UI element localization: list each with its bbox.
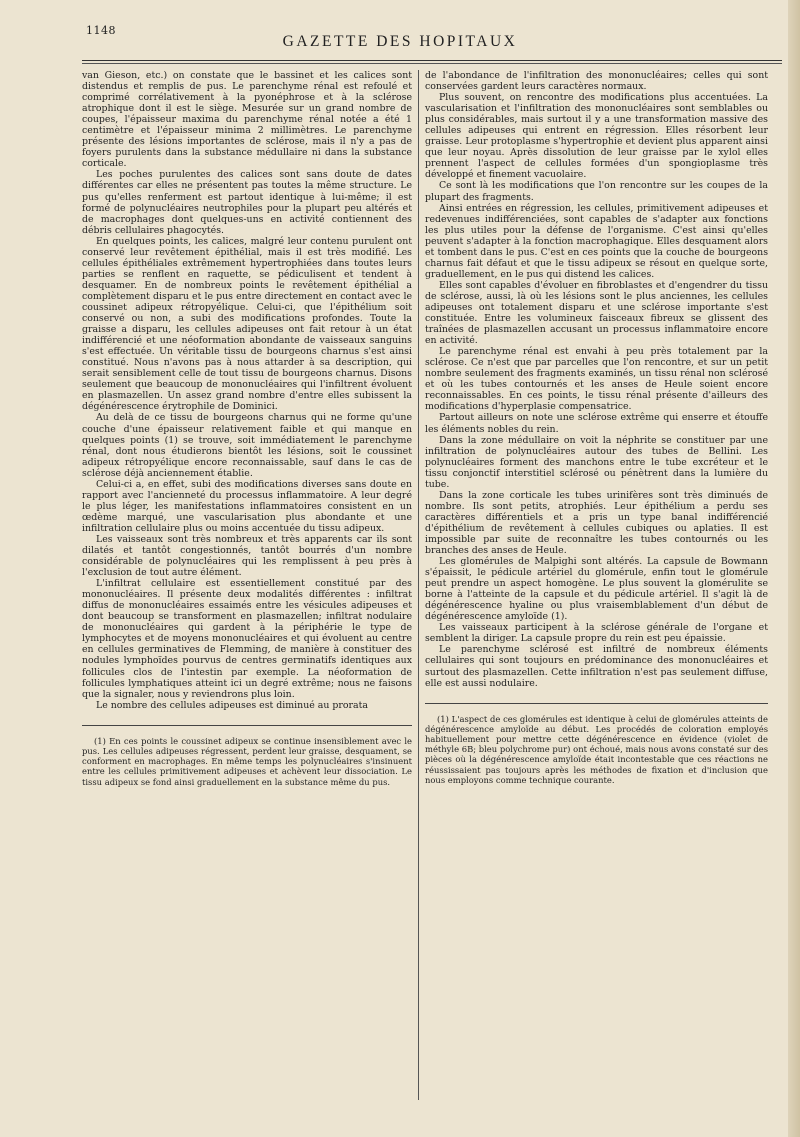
paragraph: Les vaisseaux sont très nombreux et très apparents car ils sont dilatés et tantôt congestionnés, tantôt bourrés d'un nombre considérable de polynucléaires qui les remplissent à peu près à l'exclusion de tout autre élément.	[82, 533, 412, 579]
header-rule-secondary	[82, 63, 782, 64]
page-edge	[788, 0, 800, 1137]
header-rule	[82, 60, 782, 61]
column-divider	[418, 70, 419, 1100]
journal-title: GAZETTE DES HOPITAUX	[282, 33, 518, 50]
paragraph: van Gieson, etc.) on constate que le bassinet et les calices sont distendus et remplis de pus. Le parenchyme rénal est refoulé et comprimé corrélativement à la pyonéphrose et à la sclérose atrophique dont il est le siège. Mesurée sur un grand nombre de coupes, l'épaisseur maxima du parenchyme rénal notée a été 1 centimètre et l'épaisseur minima 2 millimètres. Le parenchyme présente des lésions importantes de sclérose, mais il n'y a pas de foyers purulents dans la substance médullaire ni dans la substance corticale.	[82, 70, 412, 170]
paragraph: Elles sont capables d'évoluer en fibroblastes et d'engendrer du tissu de sclérose, aussi, là où les lésions sont le plus anciennes, les cellules adipeuses ont totalement disparu et une sclérose importante s'est constituée. Entre les volumineux faisceaux fibreux se glissent des traînées de plasmazellen accusant un processus inflammatoire encore en activité.	[425, 279, 768, 347]
paragraph: Celui-ci a, en effet, subi des modifications diverses sans doute en rapport avec l'ancienneté du processus inflammatoire. A leur degré le plus léger, les manifestations inflammatoires consistent en un œdème marqué, une vascularisation plus abondante et une infiltration cellulaire plus ou moins accentuée du tissu adipeux.	[82, 478, 412, 534]
paragraph: de l'abondance de l'infiltration des mononucléaires; celles qui sont conservées gardent leurs caractères normaux.	[425, 70, 768, 93]
paragraph: Au delà de ce tissu de bourgeons charnus qui ne forme qu'une couche d'une épaisseur relativement faible et qui manque en quelques points (1) se trouve, soit immédiatement le parenchyme rénal, dont nous étudierons bientôt les lésions, soit le coussinet adipeux rétropyélique encore reconnaissable, sauf dans le cas de sclérose déjà anciennement établie.	[82, 412, 412, 479]
page-number: 1148	[86, 24, 116, 37]
paragraph: Ce sont là les modifications que l'on rencontre sur les coupes de la plupart des fragments.	[425, 180, 768, 203]
paragraph: Les poches purulentes des calices sont sans doute de dates différentes car elles ne présentent pas toutes la même structure. Le pus qu'elles renferment est partout identique à lui-même; il est formé de polynucléaires neutrophiles pour la plupart peu altérés et de macrophages dont quelques-uns en activité contiennent des débris cellulaires phagocytés.	[82, 169, 412, 236]
footnote: (1) En ces points le coussinet adipeux se continue insensiblement avec le pus. Les cellules adipeuses régressent, perdent leur graisse, desquament, se conforment en macrophages. En même temps les polynucléaires s'insinuent entre les cellules primitivement adipeuses et achèvent leur dissociation. Le tissu adipeux se fond ainsi graduellement en la substance même du pus.	[82, 735, 412, 787]
paragraph: Le parenchyme sclérosé est infiltré de nombreux éléments cellulaires qui sont toujours en prédominance des mononucléaires et surtout des plasmazellen. Cette infiltration n'est pas seulement diffuse, elle est aussi nodulaire.	[425, 644, 768, 689]
right-column	[425, 70, 768, 785]
left-column	[82, 70, 412, 787]
footnote: (1) L'aspect de ces glomérules est identique à celui de glomérules atteints de dégénérescence amyloïde au début. Les procédés de coloration employés habituellement pour mettre cette dégénérescence en évidence (violet de méthyle 6B; bleu polychrome pur) ont échoué, mais nous avons constaté sur des pièces où la dégénérescence amyloïde était incontestable que ces réactions ne réussissaient pas toujours après les méthodes de fixation et d'inclusion que nous employons comme technique courante.	[425, 713, 768, 785]
paragraph: Les vaisseaux participent à la sclérose générale de l'organe et semblent la diriger. La capsule propre du rein est peu épaissie.	[425, 622, 768, 645]
paragraph: Plus souvent, on rencontre des modifications plus accentuées. La vascularisation et l'infiltration des mononucléaires sont semblables ou plus considérables, mais surtout il y a une transformation massive des cellules adipeuses qui entrent en régression. Elles résorbent leur graisse. Leur protoplasme s'hypertrophie et devient plus apparent ainsi que leur noyau. Après dissolution de leur graisse par le xylol elles prennent l'aspect de cellules formées d'un spongioplasme très développé et finement vacuolaire.	[425, 92, 768, 181]
footnote-rule	[425, 703, 768, 704]
paragraph: En quelques points, les calices, malgré leur contenu purulent ont conservé leur revêtement épithélial, mais il est très modifié. Les cellules épithéliales extrêmement hypertrophiées dans toutes leurs parties se renflent en raquette, se pédiculisent et tendent à desquamer. En de nombreux points le revêtement épithélial a complètement disparu et le pus entre directement en contact avec le coussinet adipeux rétropyélique. Celui-ci, que l'épithélium soit conservé ou non, a subi des modifications profondes. Toute la graisse a disparu, les cellules adipeuses ont fait retour à un état indifférencié et une néoformation abondante de vaisseaux sanguins s'est effectuée. Un véritable tissu de bourgeons charnus s'est ainsi constitué. Nous n'avons pas à nous attarder à sa description, qui serait sensiblement celle de tout tissu de bourgeons charnus. Disons seulement que beaucoup de mononucléaires qui l'infiltrent évoluent en plasmazellen. Un assez grand nombre d'entre elles subissent la dégénérescence érytrophile de Dominici.	[82, 235, 412, 413]
paragraph: Les glomérules de Malpighi sont altérés. La capsule de Bowmann s'épaissit, le pédicule artériel du glomérule, enfin tout le glomérule peut prendre un aspect homogène. Le plus souvent la glomérulite se borne à l'atteinte de la capsule et du pédicule artériel. Il s'agit là de dégénérescence hyaline ou plus vraisemblablement d'un début de dégénérescence amyloïde (1).	[425, 556, 768, 623]
paragraph: Le nombre des cellules adipeuses est diminué au prorata	[96, 699, 368, 711]
paragraph: Dans la zone médullaire on voit la néphrite se constituer par une infiltration de polynucléaires autour des tubes de Bellini. Les polynucléaires forment des manchons entre le tube excréteur et le tissu conjonctif interstitiel sclérosé ou pénètrent dans la lumière du tube.	[425, 434, 768, 490]
paragraph: Le parenchyme rénal est envahi à peu près totalement par la sclérose. Ce n'est que par parcelles que l'on rencontre, et sur un petit nombre seulement des fragments examinés, un tissu rénal non sclérosé et où les tubes contournés et les anses de Heule soient encore reconnaissables. En ces points, le tissu rénal présente d'ailleurs des modifications d'hyperplasie compensatrice.	[425, 346, 768, 413]
paragraph: Dans la zone corticale les tubes urinifères sont très diminués de nombre. Ils sont petits, atrophiés. Leur épithélium a perdu ses caractères différentiels et a pris un type banal indifférencié d'épithélium de revêtement à cellules cubiques ou aplaties. Il est impossible par suite de reconnaître les tubes contournés ou les branches des anses de Heule.	[425, 489, 768, 557]
paragraph: Ainsi entrées en régression, les cellules, primitivement adipeuses et redevenues indifférenciées, sont capables de s'adapter aux fonctions les plus utiles pour la défense de l'organisme. C'est ainsi qu'elles peuvent s'adapter à la fonction macrophagique. Elles desquament alors et tombent dans le pus. C'est en ces points que la couche de bourgeons charnus fait défaut et que le tissu adipeux se résout en quelque sorte, graduellement, en le pus qui distend les calices.	[425, 202, 768, 280]
paragraph: Partout ailleurs on note une sclérose extrême qui enserre et étouffe les éléments nobles du rein.	[425, 412, 768, 435]
footnote-rule	[82, 725, 412, 726]
paragraph: L'infiltrat cellulaire est essentiellement constitué par des mononucléaires. Il présente deux modalités différentes : infiltrat diffus de mononucléaires essaimés entre les vésicules adipeuses et dont beaucoup se transforment en plasmazellen; infiltrat nodulaire de mononucléaires qui gardent à la périphérie le type de lymphocytes et de moyens mononucléaires et qui évoluent au centre en cellules germinatives de Flemming, de manière à constituer des nodules lymphoïdes pourvus de centres germinatifs identiques aux follicules clos de l'intestin par exemple. La néoformation de follicules lymphatiques atteint ici un degré extrême; nous ne faisons que la signaler, nous y reviendrons plus loin.	[82, 578, 412, 700]
